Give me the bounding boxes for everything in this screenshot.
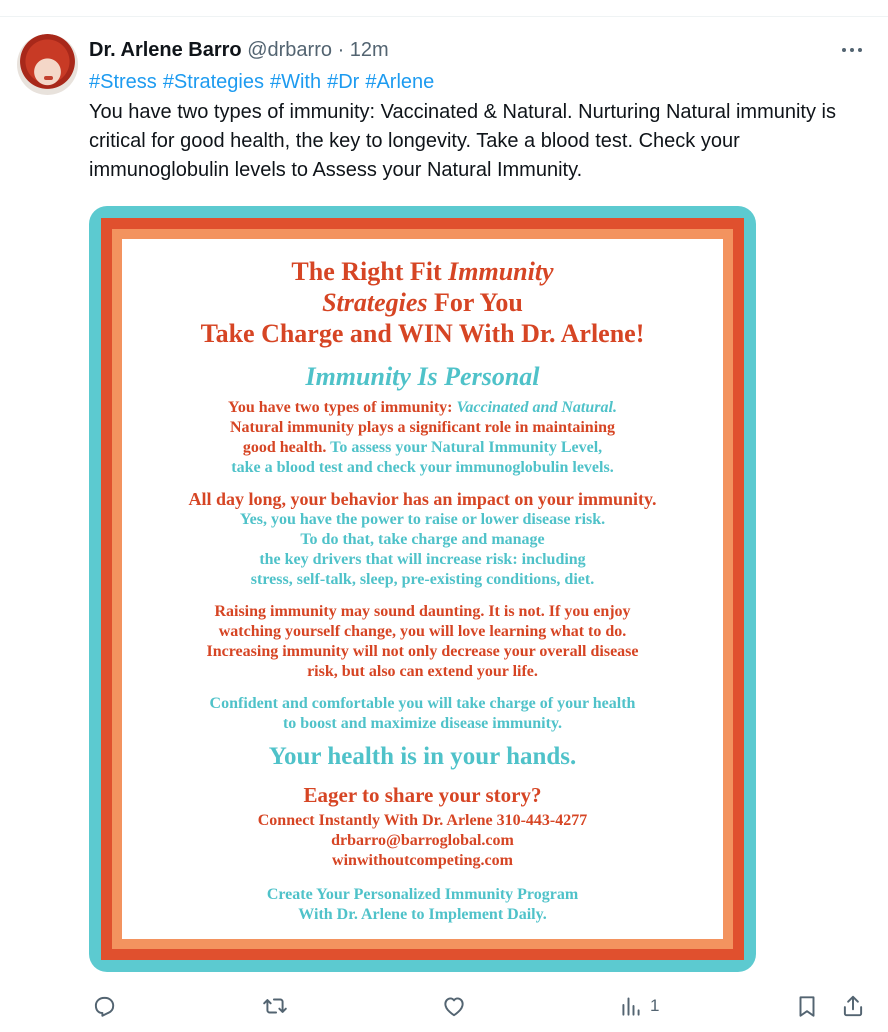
- author-handle[interactable]: @drbarro: [247, 39, 332, 61]
- poster-paragraph-1: [124, 398, 721, 478]
- views-count: 1: [650, 996, 660, 1015]
- hashtag-link[interactable]: #Arlene: [365, 71, 435, 93]
- hashtag-row: [89, 69, 440, 96]
- poster-title-text: The Right Fit: [291, 257, 449, 286]
- share-icon: [840, 993, 866, 1019]
- tweet-action-bar: [0, 988, 888, 1024]
- poster-text: risk, but also can extend your life.: [307, 663, 538, 680]
- hashtag-link[interactable]: #Stress: [89, 71, 157, 93]
- poster-text: With Dr. Arlene to Implement Daily.: [298, 906, 547, 923]
- avatar-face: [44, 76, 53, 80]
- poster-email: drbarro@barroglobal.com: [331, 832, 514, 849]
- poster-paragraph-3: [124, 602, 721, 682]
- hashtag-link[interactable]: #With: [269, 71, 322, 93]
- poster-health-line: Your health is in your hands.: [268, 743, 577, 770]
- poster-paragraph-4: [124, 694, 721, 734]
- more-options-icon[interactable]: [838, 38, 866, 62]
- poster-text: Increasing immunity will not only decrease your overall disease: [206, 643, 639, 660]
- poster-paragraph-2: [124, 488, 721, 590]
- poster-text: All day long, your behavior has an impact on your immunity.: [188, 489, 657, 509]
- hashtag-link[interactable]: #Strategies: [162, 71, 264, 93]
- poster-text: Natural immunity plays a significant role in maintaining: [229, 419, 616, 436]
- poster-cta: [124, 885, 721, 925]
- retweet-button[interactable]: [262, 988, 288, 1024]
- bookmark-button[interactable]: [794, 988, 820, 1024]
- poster-text: To do that, take charge and manage: [300, 531, 545, 548]
- poster-text: take a blood test and check your immunoglobulin levels.: [231, 459, 614, 476]
- views-button[interactable]: [618, 988, 659, 1024]
- poster-text: to boost and maximize disease immunity.: [282, 715, 563, 732]
- poster-text: Yes, you have the power to raise or lower disease risk.: [239, 511, 606, 528]
- tweet-header: [89, 37, 389, 63]
- poster-title-line3: Take Charge and WIN With Dr. Arlene!: [200, 319, 645, 348]
- poster-title-line1: [124, 256, 721, 287]
- poster-contact: [124, 811, 721, 871]
- author-avatar[interactable]: [17, 34, 78, 95]
- poster-text: watching yourself change, you will love learning what to do.: [218, 623, 627, 640]
- poster-text: stress, self-talk, sleep, pre-existing conditions, diet.: [250, 571, 595, 588]
- poster-text: the key drivers that will increase risk: including: [259, 551, 586, 568]
- poster-title-text: For You: [427, 288, 523, 317]
- poster-text: You have two types of immunity:: [228, 399, 457, 416]
- poster-title-line2: [124, 287, 721, 318]
- poster-text: To assess your Natural Immunity Level,: [326, 439, 603, 456]
- poster-eager-line: Eager to share your story?: [303, 783, 542, 807]
- share-button[interactable]: [840, 988, 866, 1024]
- reply-button[interactable]: [91, 988, 117, 1024]
- poster-text: Vaccinated and Natural.: [456, 399, 617, 416]
- author-name[interactable]: Dr. Arlene Barro: [89, 39, 242, 61]
- poster-content: [124, 241, 721, 937]
- bookmark-icon: [794, 993, 820, 1019]
- poster-phone: Connect Instantly With Dr. Arlene 310-443-4277: [257, 812, 588, 829]
- poster-text: Raising immunity may sound daunting. It is not. If you enjoy: [214, 603, 631, 620]
- analytics-icon: [618, 993, 644, 1019]
- like-button[interactable]: [441, 988, 467, 1024]
- poster-text: Confident and comfortable you will take charge of your health: [209, 695, 636, 712]
- poster-subtitle: Immunity Is Personal: [305, 362, 540, 391]
- poster-title-italic: Strategies: [322, 288, 428, 317]
- timeline-divider: [0, 16, 888, 17]
- header-separator: ·: [337, 39, 345, 61]
- heart-icon: [441, 993, 467, 1019]
- poster-website: winwithoutcompeting.com: [332, 852, 513, 869]
- poster-text: Create Your Personalized Immunity Program: [266, 886, 579, 903]
- hashtag-link[interactable]: #Dr: [327, 71, 360, 93]
- poster-title-italic: Immunity: [448, 257, 554, 286]
- tweet-timestamp[interactable]: 12m: [349, 39, 389, 61]
- tweet-text: You have two types of immunity: Vaccinated & Natural. Nurturing Natural immunity is critical for good health, the key to longevity. Take a blood test. Check your immunoglobulin levels to Assess your Natural Immunity.: [89, 101, 836, 181]
- reply-icon: [91, 993, 117, 1019]
- retweet-icon: [262, 993, 288, 1019]
- tweet-image[interactable]: [89, 206, 756, 972]
- poster-text: good health.: [242, 439, 327, 456]
